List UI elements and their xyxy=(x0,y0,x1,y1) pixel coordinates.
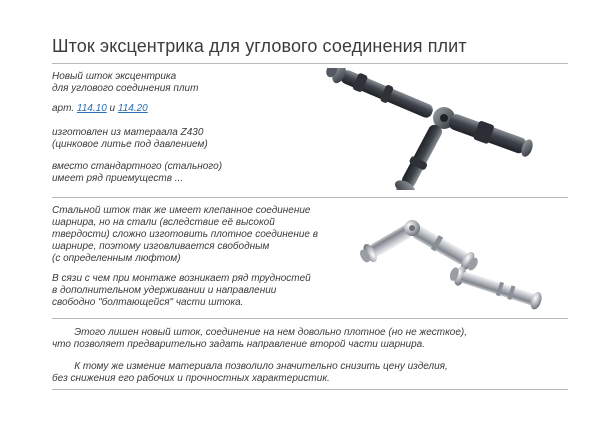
text-line: К тому же измение материала позволило значительно снизить цену изделия, xyxy=(52,361,448,372)
conclusion-text-2 xyxy=(52,361,448,385)
text-line: Стальной шток так же имеет клепанное соединение xyxy=(52,205,311,216)
text-line: для углового соединения плит xyxy=(52,83,199,94)
text-line: имеет ряд приемуществ ... xyxy=(52,173,184,184)
text-line: вместо стандартного (стального) xyxy=(52,161,223,172)
zinc-rod-image xyxy=(320,68,548,190)
text-line: без снижения его рабочих и прочностных характеристик. xyxy=(52,373,330,384)
article-link-114-20[interactable]: 114.20 xyxy=(117,103,148,114)
material-text xyxy=(52,127,208,151)
text-line: что позволяет предварительно задать направление второй части шарнира. xyxy=(52,339,426,350)
divider-lower xyxy=(52,318,568,319)
text-line: в дополнительном удерживании и направлении xyxy=(52,285,277,296)
text-line: шарнире, поэтому изговливается свободным xyxy=(52,241,270,252)
article-line xyxy=(52,103,148,115)
page-title: Шток эксцентрика для углового соединения плит xyxy=(52,36,467,56)
advantages-text xyxy=(52,161,222,185)
article-and: и xyxy=(106,103,118,114)
text-line: (с определенным люфтом) xyxy=(52,253,181,264)
intro-text xyxy=(52,71,198,95)
text-line: Этого лишен новый шток, соединение на нем довольно плотное (но не жесткое), xyxy=(52,327,468,338)
text-line: В сязи с чем при монтаже возникает ряд трудностей xyxy=(52,273,311,284)
text-line: изготовлен из матераала Z430 xyxy=(52,127,204,138)
text-line: (цинковое литье под давлением) xyxy=(52,139,208,150)
article-link-114-10[interactable]: 114.10 xyxy=(76,103,107,114)
steel-rod-icon xyxy=(352,206,552,314)
text-line: твердости) сложно изготовить плотное соединение в xyxy=(52,229,318,240)
conclusion-text-1 xyxy=(52,327,467,351)
text-line: свободно "болтающейся" части штока. xyxy=(52,297,244,308)
article-prefix: арт. xyxy=(52,103,77,114)
steel-rod-image xyxy=(352,206,552,314)
divider-top xyxy=(52,63,568,64)
steel-rod-text xyxy=(52,205,318,265)
text-line: Новый шток эксцентрика xyxy=(52,71,177,82)
divider-middle xyxy=(52,197,568,198)
text-line: шарнира, но на стали (вследствие её высокой xyxy=(52,217,275,228)
divider-bottom xyxy=(52,389,568,390)
zinc-rod-icon xyxy=(320,68,548,190)
mounting-text xyxy=(52,273,311,309)
